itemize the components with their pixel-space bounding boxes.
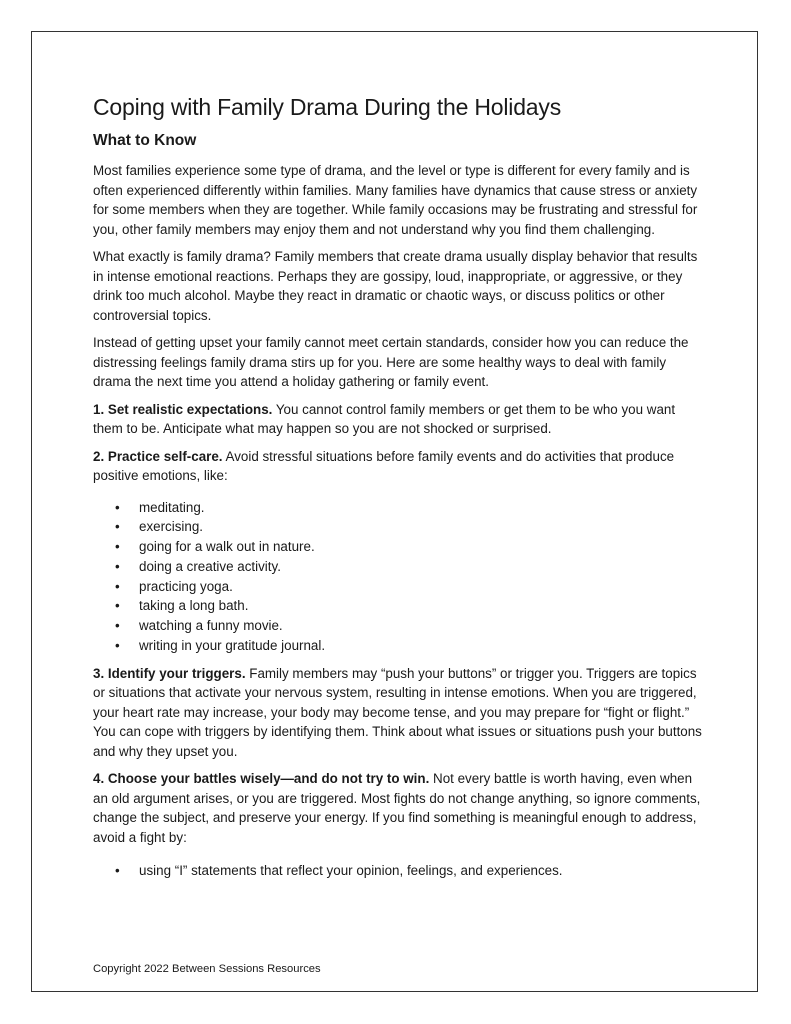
bullet-icon: • (115, 863, 120, 879)
section-heading: What to Know (93, 132, 197, 149)
document-title: Coping with Family Drama During the Holidays (93, 94, 561, 120)
tip-text: Family members may “push your buttons” or trigger you. Triggers are topics or situations that activate your nervous system, resulting in intense emotions. When you are triggered, your heart rate may increase, your body may become tense, and you may prepare for “fight or flight.” You can cope with triggers by identifying them. Think about what issues or situations push your buttons and why they upset you. (93, 665, 702, 759)
list-item-text: practicing yoga. (139, 578, 233, 594)
bullet-icon: • (115, 598, 120, 614)
tip-paragraph (93, 447, 703, 486)
bullet-icon: • (115, 638, 120, 654)
bullet-icon: • (115, 519, 120, 535)
self-care-list (93, 498, 703, 656)
tip-paragraph (93, 769, 703, 847)
bullet-icon: • (115, 558, 120, 574)
tip-lead: 2. Practice self-care. (93, 448, 223, 464)
list-item (115, 636, 703, 656)
list-item-text: meditating. (139, 499, 205, 515)
list-item (115, 517, 703, 537)
bullet-icon: • (115, 578, 120, 594)
tip-text: You cannot control family members or get them to be who you want them to be. Anticipate what may happen so you are not shocked or surprised. (93, 401, 676, 436)
list-item-text: exercising. (139, 519, 204, 535)
tip-paragraph (93, 400, 703, 439)
list-item-text: watching a funny movie. (139, 618, 283, 634)
copyright-footer: Copyright 2022 Between Sessions Resources (93, 963, 321, 975)
list-item-text: using “I” statements that reflect your opinion, feelings, and experiences. (139, 863, 563, 879)
list-item (115, 861, 703, 881)
list-item (115, 596, 703, 616)
tip-text: Not every battle is worth having, even when an old argument arises, or you are triggered. Most fights do not change anything, so ignore comments, change the subject, and preserve your energy. If you find something is meaningful enough to address, avoid a fight by: (93, 771, 701, 845)
list-item-text: going for a walk out in nature. (139, 539, 315, 555)
list-item (115, 577, 703, 597)
tip-lead: 4. Choose your battles wisely—and do not try to win. (93, 771, 430, 787)
list-item (115, 498, 703, 518)
intro-paragraph: Instead of getting upset your family cannot meet certain standards, consider how you can reduce the distressing feelings family drama stirs up for you. Here are some healthy ways to deal with family drama the next time you attend a holiday gathering or family event. (93, 335, 689, 389)
document-body (93, 92, 703, 889)
list-item (115, 537, 703, 557)
bullet-icon: • (115, 499, 120, 515)
list-item-text: taking a long bath. (139, 598, 249, 614)
intro-paragraph: Most families experience some type of drama, and the level or type is different for every family and is often experienced differently within families. Many families have dynamics that cause stress or anxiety for some members when they are together. While family occasions may be frustrating and stressful for you, other family members may enjoy them and not understand why you find them challenging. (93, 163, 698, 237)
tip-lead: 1. Set realistic expectations. (93, 401, 273, 417)
list-item (115, 616, 703, 636)
tip-paragraph (93, 664, 703, 762)
tip-lead: 3. Identify your triggers. (93, 665, 246, 681)
list-item (115, 557, 703, 577)
fight-avoidance-list (93, 861, 703, 881)
list-item-text: writing in your gratitude journal. (139, 638, 326, 654)
bullet-icon: • (115, 539, 120, 555)
tip-text: Avoid stressful situations before family events and do activities that produce positive emotions, like: (93, 448, 675, 483)
bullet-icon: • (115, 618, 120, 634)
list-item-text: doing a creative activity. (139, 558, 281, 574)
intro-paragraph: What exactly is family drama? Family members that create drama usually display behavior that results in intense emotional reactions. Perhaps they are gossipy, loud, inappropriate, or aggressive, or they drink too much alcohol. Maybe they react in dramatic or chaotic ways, or discuss politics or other controversial topics. (93, 249, 698, 323)
